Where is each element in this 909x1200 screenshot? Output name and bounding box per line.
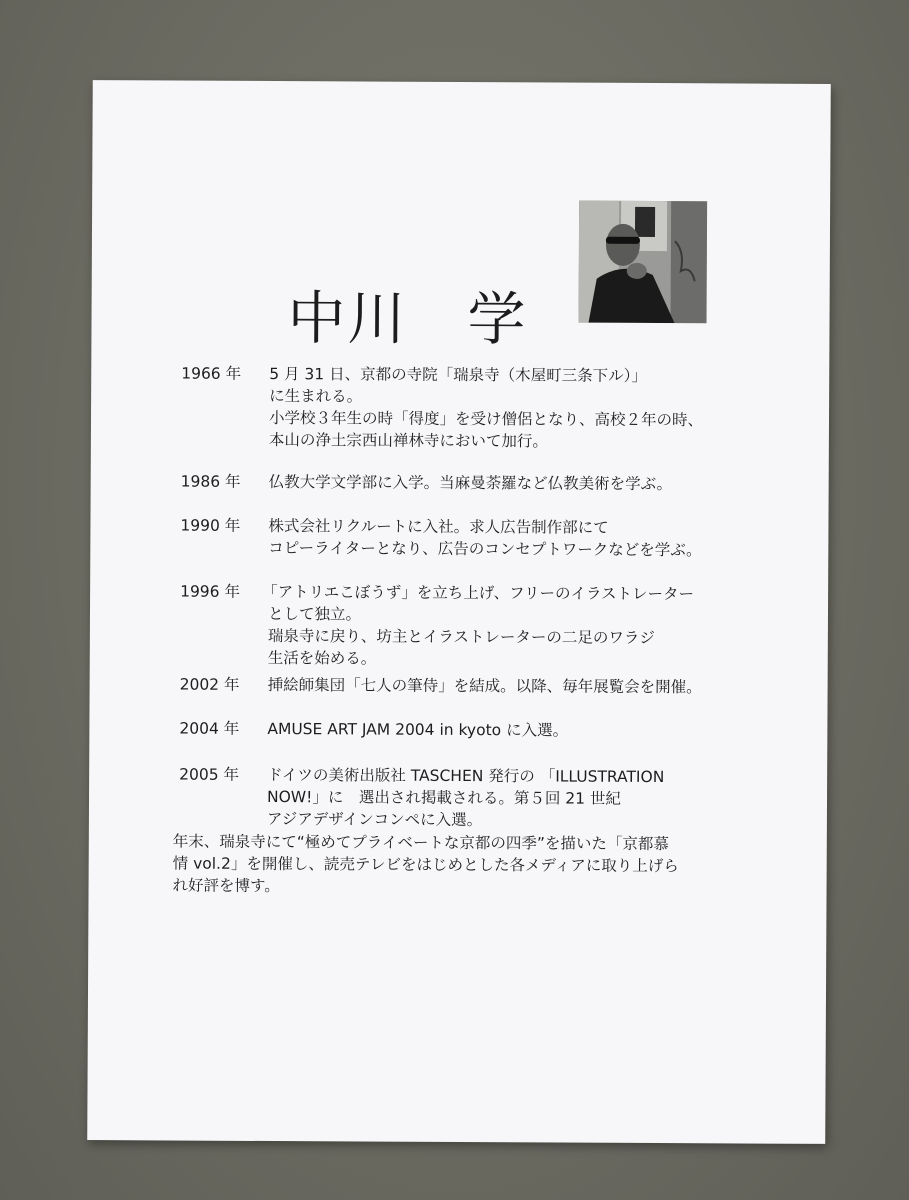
entry-year: 2004 年 xyxy=(179,719,240,738)
entry-text: 5 月 31 日、京都の寺院「瑞泉寺（木屋町三条下ル）」 xyxy=(269,365,647,385)
entry-text: 「アトリエこぼうず」を立ち上げ、フリーのイラストレーター xyxy=(262,582,695,604)
portrait-photo xyxy=(579,201,708,324)
entry-text: AMUSE ART JAM 2004 in kyoto に入選。 xyxy=(267,719,569,740)
entry-year: 1990 年 xyxy=(180,516,241,535)
entry-text: アジアデザインコンペに入選。 xyxy=(266,809,483,830)
entry-year: 2002 年 xyxy=(179,675,240,694)
entry-text: コピーライターとなり、広告のコンセプトワークなどを学ぶ。 xyxy=(268,539,702,560)
profile-sheet xyxy=(87,80,831,1144)
closing-text: れ好評を博す。 xyxy=(172,876,280,896)
entry-text: 仏教大学文学部に入学。当麻曼荼羅など仏教美術を学ぶ。 xyxy=(268,473,673,494)
entry-text: に生まれる。 xyxy=(269,387,363,406)
entry-text: 生活を始める。 xyxy=(267,648,377,668)
entry-text: 小学校３年生の時「得度」を受け僧侶となり、高校２年の時、 xyxy=(268,409,704,430)
entry-text: として独立。 xyxy=(267,605,362,624)
closing-text: 情 vol.2」を開催し、読売テレビをはじめとした各メディアに取り上げら xyxy=(172,854,679,876)
entry-text: ドイツの美術出版社 TASCHEN 発行の 「ILLUSTRATION xyxy=(267,765,665,787)
entry-text: 本山の浄土宗西山禅林寺において加行。 xyxy=(268,431,548,451)
entry-text: NOW!」に 選出され掲載される。第５回 21 世紀 xyxy=(266,787,621,808)
entry-text: 株式会社リクルートに入社。求人広告制作部にて xyxy=(268,517,609,537)
entry-year: 1986 年 xyxy=(180,472,241,491)
entry-year: 2005 年 xyxy=(179,765,240,784)
entry-text: 挿絵師集団「七人の筆侍」を結成。以降、毎年展覧会を開催。 xyxy=(267,675,702,697)
person-name: 中川 学 xyxy=(287,284,528,354)
closing-text: 年末、瑞泉寺にて“極めてプライベートな京都の四季”を描いた「京都慕 xyxy=(172,832,669,854)
entry-text: 瑞泉寺に戻り、坊主とイラストレーターの二足のワラジ xyxy=(267,626,655,648)
closing-paragraph xyxy=(173,831,753,900)
entry-year: 1966 年 xyxy=(181,364,242,383)
entry-year: 1996 年 xyxy=(180,582,241,601)
